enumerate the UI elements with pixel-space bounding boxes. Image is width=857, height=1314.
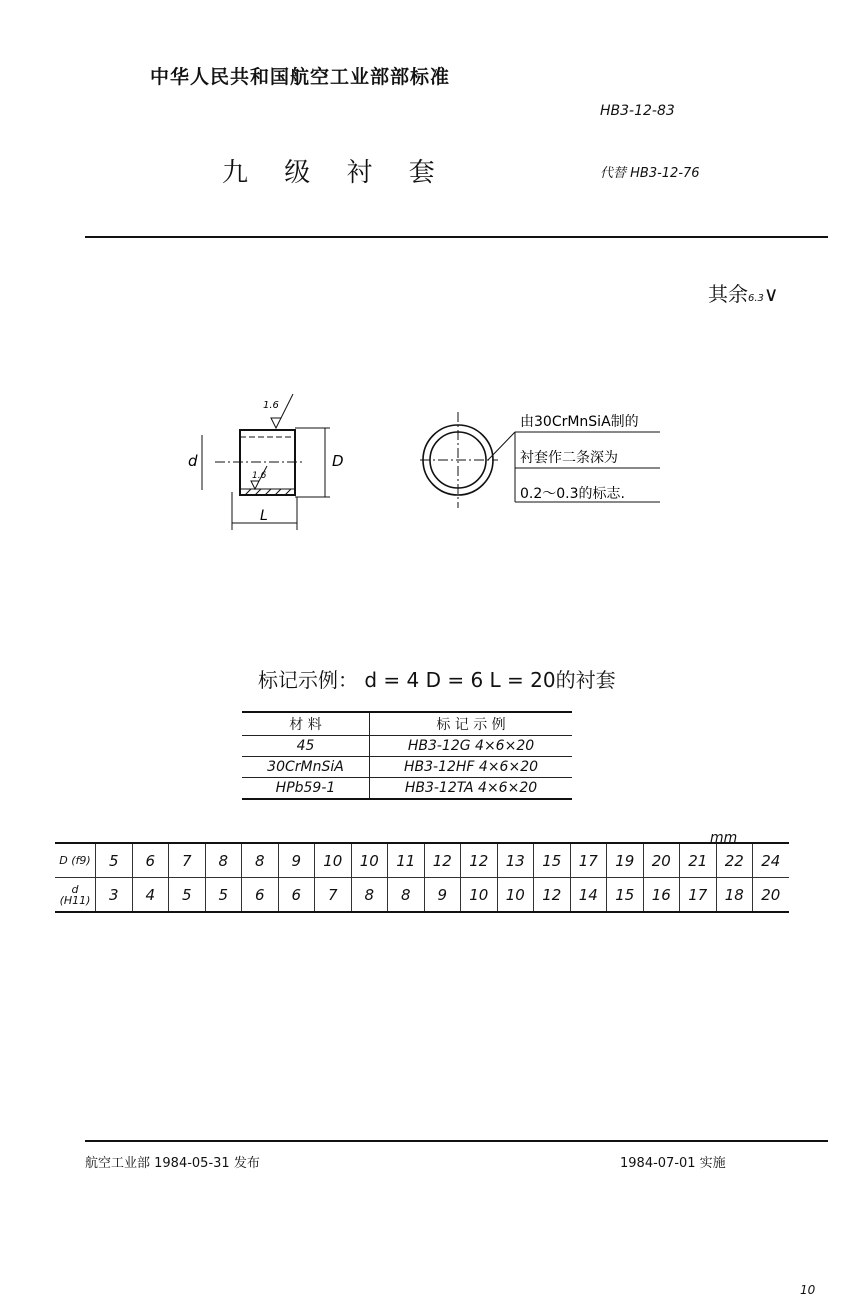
- table-row: [242, 757, 572, 778]
- marking-cell: HB3-12G 4×6×20: [370, 736, 573, 757]
- dimension-cell: 6: [242, 878, 279, 913]
- dimension-cell: 18: [716, 878, 753, 913]
- dimension-cell: 8: [388, 878, 425, 913]
- dimension-cell: 8: [351, 878, 388, 913]
- marking-example-caption: 标记示例： d = 4 D = 6 L = 20的衬套: [258, 668, 616, 692]
- dimension-cell: 20: [643, 843, 680, 878]
- dimension-cell: 7: [315, 878, 352, 913]
- page-number: 10: [800, 1283, 816, 1297]
- header-divider: [85, 236, 828, 238]
- dimension-cell: 5: [169, 878, 206, 913]
- row-label-D: D (f9): [55, 843, 96, 878]
- row-label-d: d (H11): [55, 878, 96, 913]
- table-row: [55, 878, 789, 913]
- material-cell: 45: [242, 736, 370, 757]
- replaces-note: 代替 HB3-12-76: [600, 166, 700, 181]
- unit-label: mm: [710, 830, 738, 846]
- dimension-cell: 19: [607, 843, 644, 878]
- note-line: 0.2～0.3的标志.: [520, 486, 625, 502]
- dimension-cell: 12: [534, 878, 571, 913]
- header-material: 材 料: [242, 712, 370, 736]
- roughness-top-label: 1.6: [263, 400, 279, 411]
- dimension-cell: 5: [205, 878, 242, 913]
- dimension-cell: 4: [132, 878, 169, 913]
- dimension-cell: 9: [424, 878, 461, 913]
- footer-divider: [85, 1140, 828, 1142]
- organization-heading: 中华人民共和国航空工业部部标准: [150, 66, 451, 88]
- roughness-value: 6.3: [748, 293, 764, 304]
- dimension-cell: 7: [169, 843, 206, 878]
- roughness-symbol-icon: ∨: [763, 282, 779, 306]
- material-cell: 30CrMnSiA: [242, 757, 370, 778]
- dimension-cell: 13: [497, 843, 534, 878]
- note-line: 由30CrMnSiA制的: [520, 414, 639, 430]
- table-row: [242, 736, 572, 757]
- note-line: 衬套作二条深为: [520, 450, 618, 466]
- dimension-cell: 20: [753, 878, 789, 913]
- dimension-cell: 10: [351, 843, 388, 878]
- standard-code: HB3-12-83: [600, 103, 675, 119]
- dimension-cell: 6: [132, 843, 169, 878]
- table-row: [55, 843, 789, 878]
- publish-info: 航空工业部 1984-05-31 发布: [85, 1156, 260, 1171]
- table-row: [242, 778, 572, 800]
- marking-cell: HB3-12HF 4×6×20: [370, 757, 573, 778]
- dimension-cell: 11: [388, 843, 425, 878]
- dimension-cell: 24: [753, 843, 789, 878]
- dimension-cell: 10: [461, 878, 498, 913]
- dimension-cell: 17: [680, 878, 717, 913]
- dimension-cell: 10: [315, 843, 352, 878]
- dim-D-label: D: [332, 452, 344, 470]
- dimension-cell: 14: [570, 878, 607, 913]
- material-marking-table: [242, 711, 572, 800]
- dimension-cell: 10: [497, 878, 534, 913]
- dimension-cell: 15: [534, 843, 571, 878]
- dimension-cell: 22: [716, 843, 753, 878]
- material-cell: HPb59-1: [242, 778, 370, 800]
- general-roughness: [708, 278, 779, 307]
- dimension-cell: 12: [461, 843, 498, 878]
- roughness-inner-label: 1.6: [252, 471, 267, 481]
- header-marking: 标 记 示 例: [370, 712, 573, 736]
- side-view-outline: [240, 430, 295, 495]
- dimension-cell: 15: [607, 878, 644, 913]
- implement-info: 1984-07-01 实施: [620, 1156, 726, 1171]
- dim-L-label: L: [260, 508, 268, 524]
- dimension-cell: 17: [570, 843, 607, 878]
- dimension-cell: 12: [424, 843, 461, 878]
- dimension-cell: 8: [242, 843, 279, 878]
- dimension-cell: 9: [278, 843, 315, 878]
- roughness-label: 其余: [708, 282, 748, 306]
- dim-d-label: d: [188, 452, 198, 470]
- dimension-cell: 8: [205, 843, 242, 878]
- dimension-cell: 16: [643, 878, 680, 913]
- dimension-cell: 5: [96, 843, 133, 878]
- marking-cell: HB3-12TA 4×6×20: [370, 778, 573, 800]
- dimension-cell: 21: [680, 843, 717, 878]
- dimension-cell: 3: [96, 878, 133, 913]
- dimension-cell: 6: [278, 878, 315, 913]
- dimension-table: [55, 842, 789, 913]
- document-title: 九 级 衬 套: [222, 158, 449, 188]
- bushing-drawing: [170, 380, 770, 540]
